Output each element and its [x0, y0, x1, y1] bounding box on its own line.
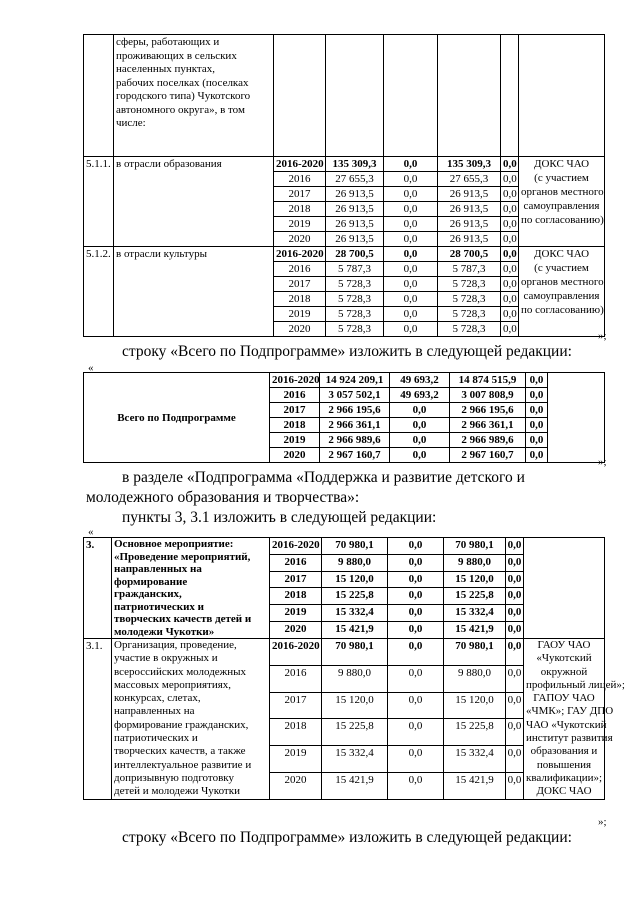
executor-line: самоуправления [523, 200, 600, 212]
intro-line: населенных пунктах, [116, 63, 215, 75]
executor-line: окружной [540, 665, 588, 678]
table-cell: 0,0 [384, 307, 438, 322]
table-cell: 2017 [274, 277, 326, 292]
table-cell: 3 057 502,1 [320, 388, 390, 403]
table-cell: 49 693,2 [390, 373, 450, 388]
executor-line: институт развития [526, 732, 613, 745]
table-cell: 15 332,4 [322, 746, 388, 773]
table-cell: 2016 [270, 554, 322, 571]
table-cell: 0,0 [526, 433, 548, 448]
table-cell: 2020 [274, 322, 326, 337]
table-cell: 5 728,3 [326, 307, 384, 322]
description-line: «Проведение мероприятий, [114, 550, 251, 563]
executor-cell [519, 247, 605, 337]
table-cell: 2016 [270, 388, 320, 403]
table-cell: 2 966 989,6 [450, 433, 526, 448]
executor-line: по согласованию) [521, 214, 604, 226]
table-cell: 0,0 [506, 605, 524, 622]
paragraph-total-line: строку «Всего по Подпрограмме» изложить в следующей редакции: [122, 343, 572, 360]
table-cell: 15 225,8 [322, 719, 388, 746]
table-row [84, 373, 605, 388]
table-cell: 0,0 [501, 262, 519, 277]
table-cell: 0,0 [526, 448, 548, 463]
table-cell: 0,0 [506, 772, 524, 799]
table-cell: 9 880,0 [444, 665, 506, 692]
table-row [84, 247, 605, 262]
description-line: Организация, проведение, [114, 639, 237, 651]
table-cell: 15 421,9 [322, 622, 388, 639]
bottom-table-body [84, 538, 625, 800]
table-cell: 0,0 [506, 622, 524, 639]
table-cell: 0,0 [501, 187, 519, 202]
table-cell: 0,0 [390, 433, 450, 448]
table-cell: 2016 [274, 172, 326, 187]
paragraph-items: пункты 3, 3.1 изложить в следующей редакции: [122, 509, 437, 526]
executor-line: профильный лицей»; [526, 678, 625, 691]
paragraph-section: в разделе «Подпрограмма «Поддержка и развитие детского и [122, 469, 525, 486]
table-cell: 0,0 [388, 571, 444, 588]
table-cell: 0,0 [384, 277, 438, 292]
table-cell: 15 225,8 [444, 719, 506, 746]
table-cell: 0,0 [506, 665, 524, 692]
table-cell: 15 120,0 [322, 571, 388, 588]
table-cell: 15 120,0 [444, 692, 506, 719]
table-cell: 0,0 [506, 639, 524, 666]
table-cell: 2017 [270, 571, 322, 588]
opening-quote: « [88, 526, 94, 538]
table-cell: 0,0 [384, 172, 438, 187]
table-cell: 3 007 808,9 [450, 388, 526, 403]
closing-quote: »; [598, 816, 607, 828]
table-cell: 0,0 [526, 418, 548, 433]
table-cell: 2016-2020 [270, 538, 322, 555]
intro-line: городского типа) Чукотского [116, 90, 251, 102]
table-cell: 0,0 [390, 418, 450, 433]
table-cell: 0,0 [384, 322, 438, 337]
table-cell: 5 728,3 [438, 307, 501, 322]
table-cell: 27 655,3 [438, 172, 501, 187]
table-cell: 2019 [274, 217, 326, 232]
paragraph-total-line: строку «Всего по Подпрограмме» изложить в следующей редакции: [122, 829, 572, 846]
row-title: в отрасли образования [114, 157, 274, 247]
description-line: молодежи Чукотки» [114, 625, 215, 638]
table-cell: 26 913,5 [326, 187, 384, 202]
table-cell: 2 966 361,1 [450, 418, 526, 433]
executor-line: ЧАО «Чукотский [526, 718, 607, 731]
executor-line: ДОКС ЧАО [536, 785, 592, 798]
table-cell: 2019 [270, 746, 322, 773]
table-cell: 0,0 [388, 538, 444, 555]
table-cell: 26 913,5 [438, 232, 501, 247]
table-cell: 5 728,3 [438, 277, 501, 292]
table-cell: 15 225,8 [444, 588, 506, 605]
table-cell: 15 421,9 [444, 622, 506, 639]
table-cell: 2017 [274, 187, 326, 202]
table-cell: 2 967 160,7 [320, 448, 390, 463]
table-cell: 0,0 [501, 232, 519, 247]
table-cell: 9 880,0 [322, 665, 388, 692]
table-cell: 14 874 515,9 [450, 373, 526, 388]
table-cell: 2 966 989,6 [320, 433, 390, 448]
executor-line: ГАОУ ЧАО [537, 639, 591, 651]
table-cell: 15 421,9 [444, 772, 506, 799]
table-cell: 0,0 [501, 322, 519, 337]
description-line: творческих качеств детей и [114, 613, 252, 625]
table-cell: 14 924 209,1 [320, 373, 390, 388]
description-line: допризывную подготовку [114, 771, 234, 784]
executor-line: органов местного [521, 186, 604, 198]
table-cell: 2018 [274, 292, 326, 307]
table-cell: 0,0 [501, 307, 519, 322]
executor-line: «Чукотский [536, 652, 592, 665]
table-cell: 70 980,1 [322, 639, 388, 666]
table-cell: 2020 [270, 448, 320, 463]
table-cell: 135 309,3 [326, 157, 384, 172]
table-cell: 2018 [274, 202, 326, 217]
description-line: массовых мероприятиях, [114, 678, 232, 691]
row-number: 5.1.1. [84, 157, 114, 247]
intro-line: числе: [116, 117, 146, 129]
table-cell: 5 728,3 [326, 292, 384, 307]
paragraph-section: молодежного образования и творчества»: [86, 489, 360, 506]
table-cell: 0,0 [501, 217, 519, 232]
row-title: в отрасли культуры [114, 247, 274, 337]
table-cell: 2018 [270, 418, 320, 433]
table-cell: 0,0 [506, 554, 524, 571]
table-cell: 15 120,0 [444, 571, 506, 588]
table-cell: 15 421,9 [322, 772, 388, 799]
executor-cell [524, 639, 625, 800]
table-cell: 0,0 [388, 772, 444, 799]
executor-line: по согласованию) [521, 304, 604, 316]
description-line: творческих качеств, а также [114, 745, 246, 758]
table-cell: 0,0 [501, 292, 519, 307]
table-cell: 27 655,3 [326, 172, 384, 187]
description-line: интеллектуальное развитие и [114, 758, 252, 771]
description-line: конкурсах, слетах, [114, 692, 201, 705]
intro-line: проживающих в сельских [116, 49, 237, 62]
table-cell: 70 980,1 [444, 639, 506, 666]
table-cell: 0,0 [388, 665, 444, 692]
table-cell: 0,0 [388, 639, 444, 666]
description-line: детей и молодежи Чукотки [114, 785, 240, 798]
table-cell: 0,0 [388, 719, 444, 746]
executor-line: образования и [530, 745, 598, 758]
executor-line: квалификации»; [526, 771, 603, 784]
row-description [112, 639, 270, 800]
table-cell: 26 913,5 [438, 202, 501, 217]
intro-line: рабочих поселках (поселках [116, 76, 249, 89]
executor-line: ДОКС ЧАО [533, 248, 590, 260]
executor-line: самоуправления [523, 290, 600, 302]
table-row [84, 639, 605, 666]
total-label: Всего по Подпрограмме [84, 373, 270, 463]
table-cell: 2019 [270, 433, 320, 448]
table-cell: 0,0 [506, 571, 524, 588]
table-cell: 0,0 [501, 172, 519, 187]
table-cell: 26 913,5 [326, 232, 384, 247]
table-cell: 15 332,4 [322, 605, 388, 622]
executor-cell [519, 157, 605, 247]
table-cell: 2020 [270, 622, 322, 639]
table-cell: 0,0 [388, 605, 444, 622]
table-row [84, 157, 605, 172]
opening-quote: « [88, 362, 94, 374]
table-cell: 0,0 [506, 538, 524, 555]
table-cell: 0,0 [506, 719, 524, 746]
empty-cell [548, 373, 605, 463]
table-cell: 5 728,3 [326, 322, 384, 337]
table-cell: 28 700,5 [438, 247, 501, 262]
row-description [112, 538, 270, 639]
table-cell: 2016 [270, 665, 322, 692]
executor-line: (с участием [534, 262, 589, 274]
description-line: гражданских, [114, 588, 182, 600]
bottom-table [83, 537, 625, 800]
table-cell: 9 880,0 [322, 554, 388, 571]
table-cell: 70 980,1 [444, 538, 506, 555]
top-table [83, 34, 605, 337]
table-cell: 0,0 [390, 448, 450, 463]
intro-line: автономного округа», в том [116, 103, 245, 116]
table-cell: 2018 [270, 719, 322, 746]
intro-cell [114, 35, 274, 157]
table-cell: 0,0 [526, 373, 548, 388]
table-cell: 0,0 [384, 202, 438, 217]
closing-quote: »; [598, 330, 607, 342]
executor-cell [524, 538, 605, 639]
table-cell: 5 787,3 [326, 262, 384, 277]
intro-line: сферы, работающих и [116, 36, 220, 48]
total-table-body [84, 373, 605, 463]
table-cell: 0,0 [506, 588, 524, 605]
table-cell: 135 309,3 [438, 157, 501, 172]
description-line: направленных на [114, 563, 202, 575]
top-table-body [84, 157, 605, 337]
row-number: 3. [84, 538, 112, 639]
closing-quote: »; [598, 456, 607, 468]
table-cell: 2016-2020 [270, 639, 322, 666]
table-cell: 15 225,8 [322, 588, 388, 605]
table-cell: 2016 [274, 262, 326, 277]
table-cell: 0,0 [384, 217, 438, 232]
table-cell: 0,0 [384, 232, 438, 247]
table-cell: 2 966 195,6 [320, 403, 390, 418]
table-cell: 0,0 [388, 554, 444, 571]
table-cell: 0,0 [501, 157, 519, 172]
table-cell: 0,0 [388, 588, 444, 605]
table-cell: 0,0 [384, 187, 438, 202]
table-cell: 26 913,5 [326, 217, 384, 232]
table-cell: 2016-2020 [270, 373, 320, 388]
table-cell: 28 700,5 [326, 247, 384, 262]
table-cell: 70 980,1 [322, 538, 388, 555]
table-cell: 0,0 [388, 622, 444, 639]
row-number: 5.1.2. [84, 247, 114, 337]
table-cell: 26 913,5 [326, 202, 384, 217]
description-line: Основное мероприятие: [114, 538, 234, 550]
description-line: патриотических и [114, 732, 198, 745]
table-cell: 2 967 160,7 [450, 448, 526, 463]
description-line: патриотических и [114, 600, 205, 613]
table-cell: 5 728,3 [326, 277, 384, 292]
total-table [83, 372, 605, 463]
table-cell: 49 693,2 [390, 388, 450, 403]
table-cell: 2017 [270, 403, 320, 418]
description-line: участие в окружных и [114, 652, 218, 665]
table-cell: 26 913,5 [438, 217, 501, 232]
table-cell: 0,0 [384, 247, 438, 262]
table-cell: 15 120,0 [322, 692, 388, 719]
table-cell: 5 728,3 [438, 322, 501, 337]
table-cell: 2019 [274, 307, 326, 322]
table-cell: 2016-2020 [274, 247, 326, 262]
executor-line: (с участием [534, 172, 589, 184]
table-cell: 0,0 [501, 202, 519, 217]
table-cell: 5 728,3 [438, 292, 501, 307]
table-cell: 0,0 [384, 292, 438, 307]
description-line: формирование [114, 575, 188, 588]
table-cell: 0,0 [526, 403, 548, 418]
table-cell: 2020 [270, 772, 322, 799]
table-cell: 2019 [270, 605, 322, 622]
table-cell: 5 787,3 [438, 262, 501, 277]
table-cell: 2020 [274, 232, 326, 247]
table-cell: 2017 [270, 692, 322, 719]
description-line: направленных на [114, 705, 195, 718]
table-cell: 0,0 [388, 746, 444, 773]
table-cell: 2 966 195,6 [450, 403, 526, 418]
table-cell: 26 913,5 [438, 187, 501, 202]
table-cell: 0,0 [388, 692, 444, 719]
executor-line: ДОКС ЧАО [533, 158, 590, 170]
description-line: всероссийских молодежных [114, 665, 247, 678]
table-cell: 0,0 [501, 247, 519, 262]
executor-line: повышения [536, 758, 592, 771]
intro-row [84, 35, 605, 157]
table-cell: 15 332,4 [444, 605, 506, 622]
row-number: 3.1. [84, 639, 112, 800]
executor-line: ГАПОУ ЧАО [533, 692, 595, 705]
table-row [84, 538, 605, 555]
description-line: формирование гражданских, [114, 718, 249, 731]
table-cell: 0,0 [501, 277, 519, 292]
table-cell: 9 880,0 [444, 554, 506, 571]
executor-line: «ЧМК»; ГАУ ДПО [526, 705, 614, 718]
table-cell: 0,0 [390, 403, 450, 418]
table-cell: 0,0 [526, 388, 548, 403]
table-cell: 2 966 361,1 [320, 418, 390, 433]
table-cell: 2016-2020 [274, 157, 326, 172]
table-cell: 0,0 [506, 692, 524, 719]
table-cell: 2018 [270, 588, 322, 605]
table-cell: 0,0 [384, 262, 438, 277]
table-cell: 15 332,4 [444, 746, 506, 773]
executor-line: органов местного [521, 276, 604, 288]
table-cell: 0,0 [384, 157, 438, 172]
table-cell: 0,0 [506, 746, 524, 773]
